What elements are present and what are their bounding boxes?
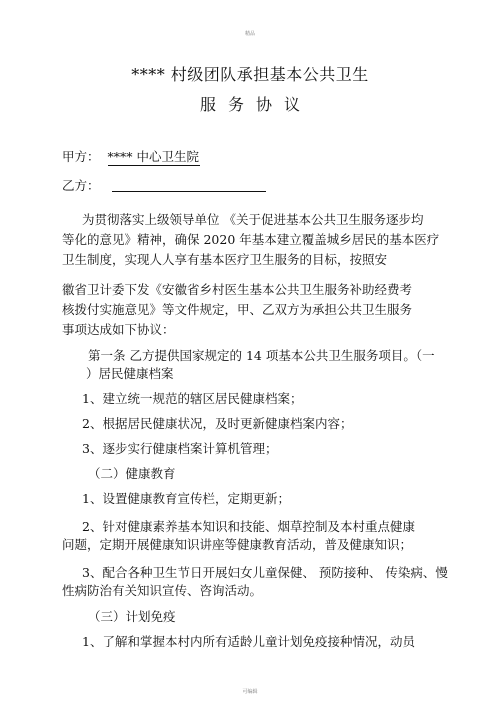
body-line: 问题，定期开展健康知识讲座等健康教育活动，普及健康知识；: [62, 537, 413, 552]
list-item: 1、了解和掌握本村内所有适龄儿童计划免疫接种情况，动员: [82, 634, 415, 649]
header-watermark: 精品: [244, 31, 255, 37]
document-title-line2: 服务协议: [199, 95, 312, 114]
section-heading: ）居民健康档案: [86, 366, 174, 381]
body-line: 等化的意见》精神，确保 2020 年基本建立覆盖城乡居民的基本医疗: [62, 232, 440, 247]
body-line: 徽省卫计委下发《安徽省乡村医生基本公共卫生服务补助经费考: [62, 282, 413, 297]
body-line: 核拨付实施意见》等文件规定，甲、乙双方为承担公共卫生服务: [62, 302, 413, 317]
list-item: 3、逐步实行健康档案计算机管理；: [82, 441, 278, 456]
party-b-row: [62, 176, 266, 194]
party-a-value: **** 中心卫生院: [107, 149, 199, 164]
party-b-blank: [112, 178, 266, 192]
party-a-label: 甲方：: [62, 149, 100, 164]
body-line: 性病防治有关知识宣传、咨询活动。: [62, 583, 263, 598]
body-line: 事项达成如下协议：: [62, 322, 175, 337]
list-item: 1、建立统一规范的辖区居民健康档案；: [82, 391, 303, 406]
list-item: 1、设置健康教育宣传栏，定期更新；: [82, 491, 290, 506]
list-item: 2、针对健康素养基本知识和技能、烟草控制及本村重点健康: [82, 519, 415, 534]
body-line: 为贯彻落实上级领导单位 《关于促进基本公共卫生服务逐步均: [82, 212, 424, 227]
document-title-line1: **** 村级团队承担基本公共卫生: [131, 65, 369, 84]
section-heading: （二）健康教育: [88, 466, 176, 481]
list-item: 3、配合各种卫生节日开展妇女儿童保健、 预防接种、 传染病、慢: [82, 565, 448, 580]
list-item: 2、根据居民健康状况，及时更新健康档案内容；: [82, 416, 353, 431]
footer-watermark: 可编辑: [242, 689, 258, 695]
party-b-label: 乙方：: [62, 178, 100, 193]
section-heading: （三）计划免疫: [88, 609, 176, 624]
body-line: 卫生制度，实现人人享有基本医疗卫生服务的目标，按照安: [62, 252, 388, 267]
article-1-line: 第一条 乙方提供国家规定的 14 项基本公共卫生服务项目。（一: [88, 348, 435, 363]
party-a-row: [62, 147, 200, 166]
